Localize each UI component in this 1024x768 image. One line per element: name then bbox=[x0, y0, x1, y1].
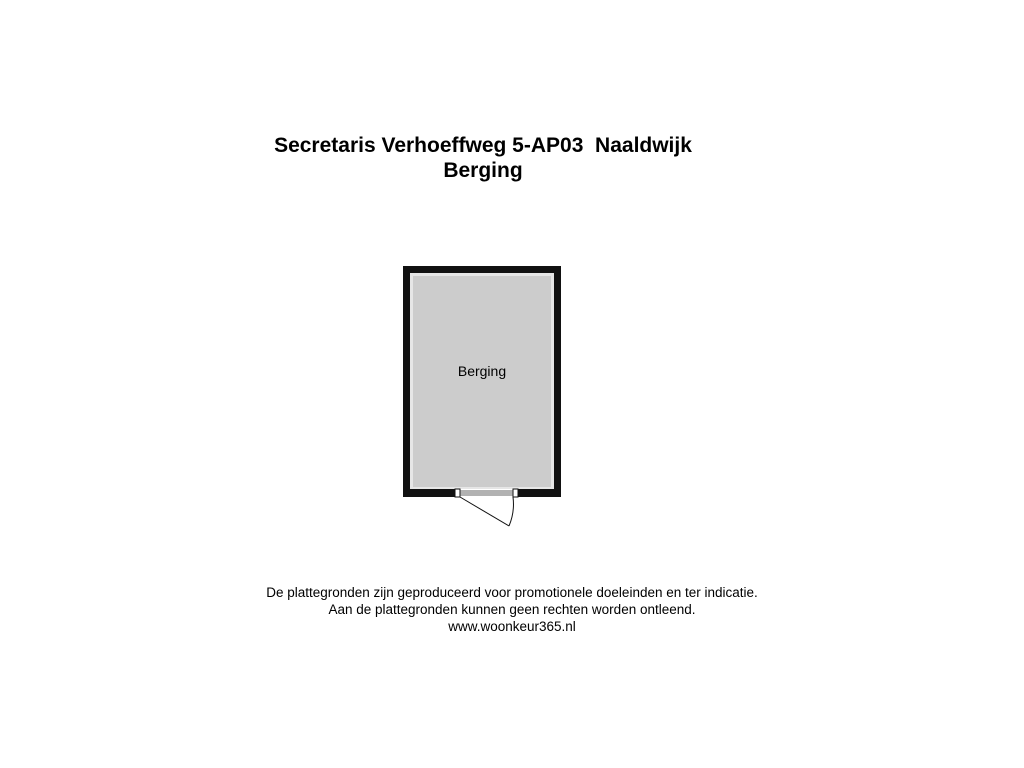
door-jamb-left bbox=[455, 489, 460, 497]
website-text: www.woonkeur365.nl bbox=[448, 619, 576, 634]
disclaimer-line-2: Aan de plattegronden kunnen geen rechten worden ontleend. bbox=[328, 602, 696, 617]
room-label-berging: Berging bbox=[457, 363, 507, 379]
address-title: Secretaris Verhoeffweg 5-AP03 Naaldwijk bbox=[274, 134, 692, 157]
disclaimer-line-1: De plattegronden zijn geproduceerd voor promotionele doeleinden en ter indicatie. bbox=[266, 585, 758, 600]
floor-title: Berging bbox=[443, 159, 523, 182]
door-jamb-right bbox=[513, 489, 518, 497]
room-floor-berging bbox=[413, 276, 551, 487]
door-swing-arc bbox=[509, 497, 513, 526]
door-leaf bbox=[460, 497, 509, 526]
disclaimer bbox=[0, 584, 1024, 635]
